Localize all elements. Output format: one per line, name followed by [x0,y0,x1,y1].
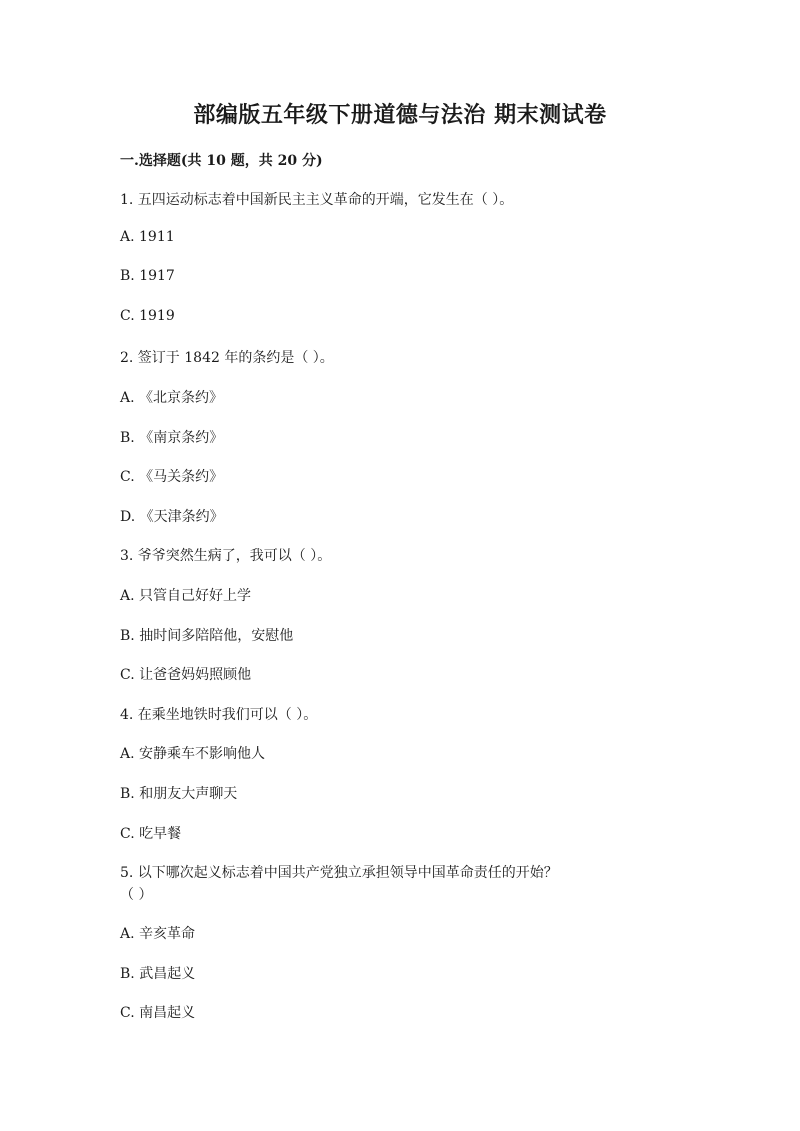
question-1-option-b: B. 1917 [120,268,175,284]
question-4-stem: 4. 在乘坐地铁时我们可以（ ）。 [120,707,318,723]
question-5-option-a: A. 辛亥革命 [120,926,196,942]
question-4-option-b: B. 和朋友大声聊天 [120,786,238,802]
question-5-stem: 5. 以下哪次起义标志着中国共产党独立承担领导中国革命责任的开始？ [120,865,558,881]
question-2-option-d: D. 《天津条约》 [120,509,224,525]
question-3-option-c: C. 让爸爸妈妈照顾他 [120,667,252,683]
question-2-option-a: A. 《北京条约》 [120,390,224,406]
page-title: 部编版五年级下册道德与法治 期末测试卷 [193,102,607,128]
question-1-option-c: C. 1919 [120,308,175,324]
question-1-option-a: A. 1911 [120,229,175,245]
question-1-stem: 1. 五四运动标志着中国新民主主义革命的开端，它发生在（ ）。 [120,192,514,208]
question-2-option-b: B. 《南京条约》 [120,430,224,446]
question-3-option-b: B. 抽时间多陪陪他，安慰他 [120,628,294,644]
question-3-stem: 3. 爷爷突然生病了，我可以（ ）。 [120,548,332,564]
question-4-option-a: A. 安静乘车不影响他人 [120,746,266,762]
question-5-option-c: C. 南昌起义 [120,1005,196,1021]
question-2-stem: 2. 签订于 1842 年的条约是（ ）。 [120,350,334,366]
question-2-option-c: C. 《马关条约》 [120,469,224,485]
question-4-option-c: C. 吃早餐 [120,826,182,842]
question-5-stem-continued: （ ） [120,887,153,903]
section-header: 一.选择题(共 10 题，共 20 分) [120,153,323,169]
question-3-option-a: A. 只管自己好好上学 [120,588,252,604]
question-5-option-b: B. 武昌起义 [120,966,196,982]
